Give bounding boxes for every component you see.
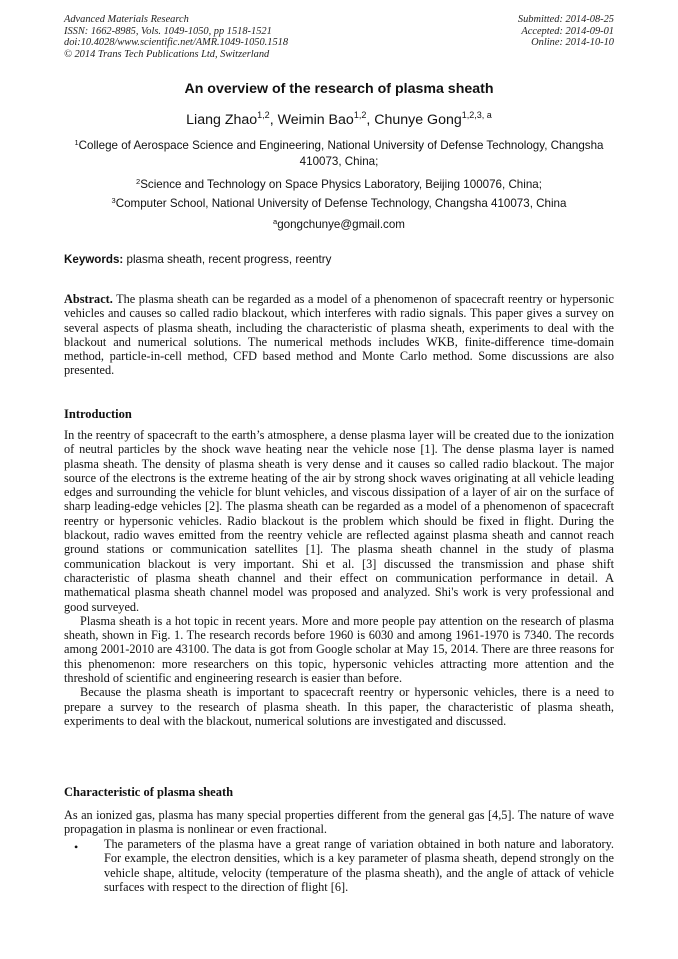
email-sup: a [273, 217, 278, 226]
paragraph: As an ionized gas, plasma has many special properties different from the general gas [4,5]. The nature of wave propagation in plasma is nonlinear or even fractional. [64, 808, 614, 837]
affiliation-1 [64, 138, 614, 170]
email-address[interactable]: gongchunye@gmail.com [277, 218, 405, 231]
affiliation-3 [64, 196, 614, 212]
corresponding-email [64, 217, 614, 233]
introduction-heading: Introduction [64, 407, 132, 421]
introduction-body [64, 428, 614, 728]
keywords [64, 253, 624, 266]
author-affiliation-sup: 1,2 [353, 110, 367, 120]
author-name: Chunye Gong [374, 112, 462, 128]
affiliation-2 [64, 177, 614, 193]
doi-line: doi:10.4028/www.scientific.net/AMR.1049-1050.1518 [64, 37, 289, 49]
paper-title: An overview of the research of plasma sheath [184, 81, 494, 97]
bullet-item-text: The parameters of the plasma have a great range of variation obtained in both nature and laboratory. For example, the electron densities, which is a key parameter of plasma sheath, depend strongly on the vehicle shape, altitude, velocity (temperature of the plasma sheath), and the angle of attack of vehicle surfaces with respect to the direction of flight [6]. [104, 837, 614, 894]
keywords-text: plasma sheath, recent progress, reentry [123, 253, 332, 266]
abstract [64, 292, 614, 378]
affiliation-sup: 2 [136, 177, 141, 186]
affiliation-text: Science and Technology on Space Physics Laboratory, Beijing 100076, China; [140, 178, 542, 191]
paragraph: Plasma sheath is a hot topic in recent years. More and more people pay attention on the research of plasma sheath, shown in Fig. 1. The research records before 1960 is 6030 and among 1961-1970 is 7340. The records among 2001-2010 are 43100. The data is got from Google scholar at May 15, 2014. There are three reasons for this phenomenon: more researchers on this topic, hypersonic vehicles attracting more attention and the threshold of scientific and engineering research is easier than before. [64, 613, 614, 686]
characteristic-heading: Characteristic of plasma sheath [64, 785, 234, 799]
author-name: Weimin Bao [277, 112, 354, 128]
abstract-text: The plasma sheath can be regarded as a model of a phenomenon of spacecraft reentry or hypersonic vehicles and causes so called radio blackout, which interferes with radio signals. This paper gives a survey on several aspects of plasma sheath, including the characteristic of plasma sheath, experiments to deal with the blackout and numerical solutions. The numerical methods includes WKB, finite-difference time-domain method, particle-in-cell method, CFD based method and Monte Carlo method. Some discussions are also presented. [64, 292, 614, 378]
submitted-date: Submitted: 2014-08-25 [517, 14, 614, 25]
affiliation-text: Computer School, National University of Defense Technology, Changsha 410073, China [115, 197, 567, 210]
affiliation-sup: 1 [74, 138, 79, 147]
issn-line: ISSN: 1662-8985, Vols. 1049-1050, pp 1518-1521 [64, 25, 272, 37]
copyright-line: © 2014 Trans Tech Publications Ltd, Switzerland [64, 48, 270, 60]
author-list: Liang Zhao$^{1,2}$, Weimin Bao$^{1,2}$, Chunye Gong$^{1,2,3, a}$ [186, 110, 492, 128]
author-affiliation-sup: 1,2 [257, 110, 270, 120]
online-date: Online: 2014-10-10 [531, 37, 614, 49]
abstract-label: Abstract. [64, 292, 113, 306]
bullet-icon: • [74, 840, 79, 854]
affiliation-text: College of Aerospace Science and Engineering, National University of Defense Technology, Changsha 410073, China; [78, 139, 604, 168]
dates-header [518, 14, 614, 49]
author-affiliation-sup: 1,2,3, a [461, 110, 492, 120]
paragraph: In the reentry of spacecraft to the earth’s atmosphere, a dense plasma layer will be created due to the ionization of neutral particles by the shock wave heating near the vehicle nose [1]. The dense plasma layer is named plasma sheath. The density of plasma sheath is very dense and it causes so called radio blackout. The major source of the electrons is the extreme heating of the air by strong shock waves originating at all vehicle leading edges and surrounding the vehicle for blunt vehicles, and viscous dissipation of a layer of air on the surface of sharp leading-edge vehicles [2]. The plasma sheath can be regarded as a model of a phenomenon of spacecraft reentry or hypersonic vehicles. Radio blackout is the problem which should be fixed in flight. During the blackout, radio waves emitted from the reentry vehicle are reflected against plasma sheath and cannot reach ground stations or communication satellites [1]. The plasma sheath channel in the study of plasma communication blackout is very important. Shi et al. [3] discussed the transmission and phase shift characteristic of plasma sheath channel and their effect on communication performance in detail. A mathematical plasma sheath channel model was proposed and analyzed. Shi's work is very professional and good surveyed. [64, 428, 614, 614]
accepted-date: Accepted: 2014-09-01 [521, 25, 614, 37]
characteristic-body [64, 808, 614, 837]
affiliation-sup: 3 [111, 196, 116, 205]
journal-name: Advanced Materials Research [64, 14, 189, 25]
author-name: Liang Zhao [186, 112, 258, 128]
keywords-label: Keywords: [64, 253, 124, 266]
paragraph: Because the plasma sheath is important to spacecraft reentry or hypersonic vehicles, there is a need to prepare a survey to the research of plasma sheath. In this paper, the characteristic of plasma sheath, experiments to deal with the blackout, numerical solutions are investigated and discussed. [64, 685, 614, 728]
journal-header [64, 14, 288, 60]
